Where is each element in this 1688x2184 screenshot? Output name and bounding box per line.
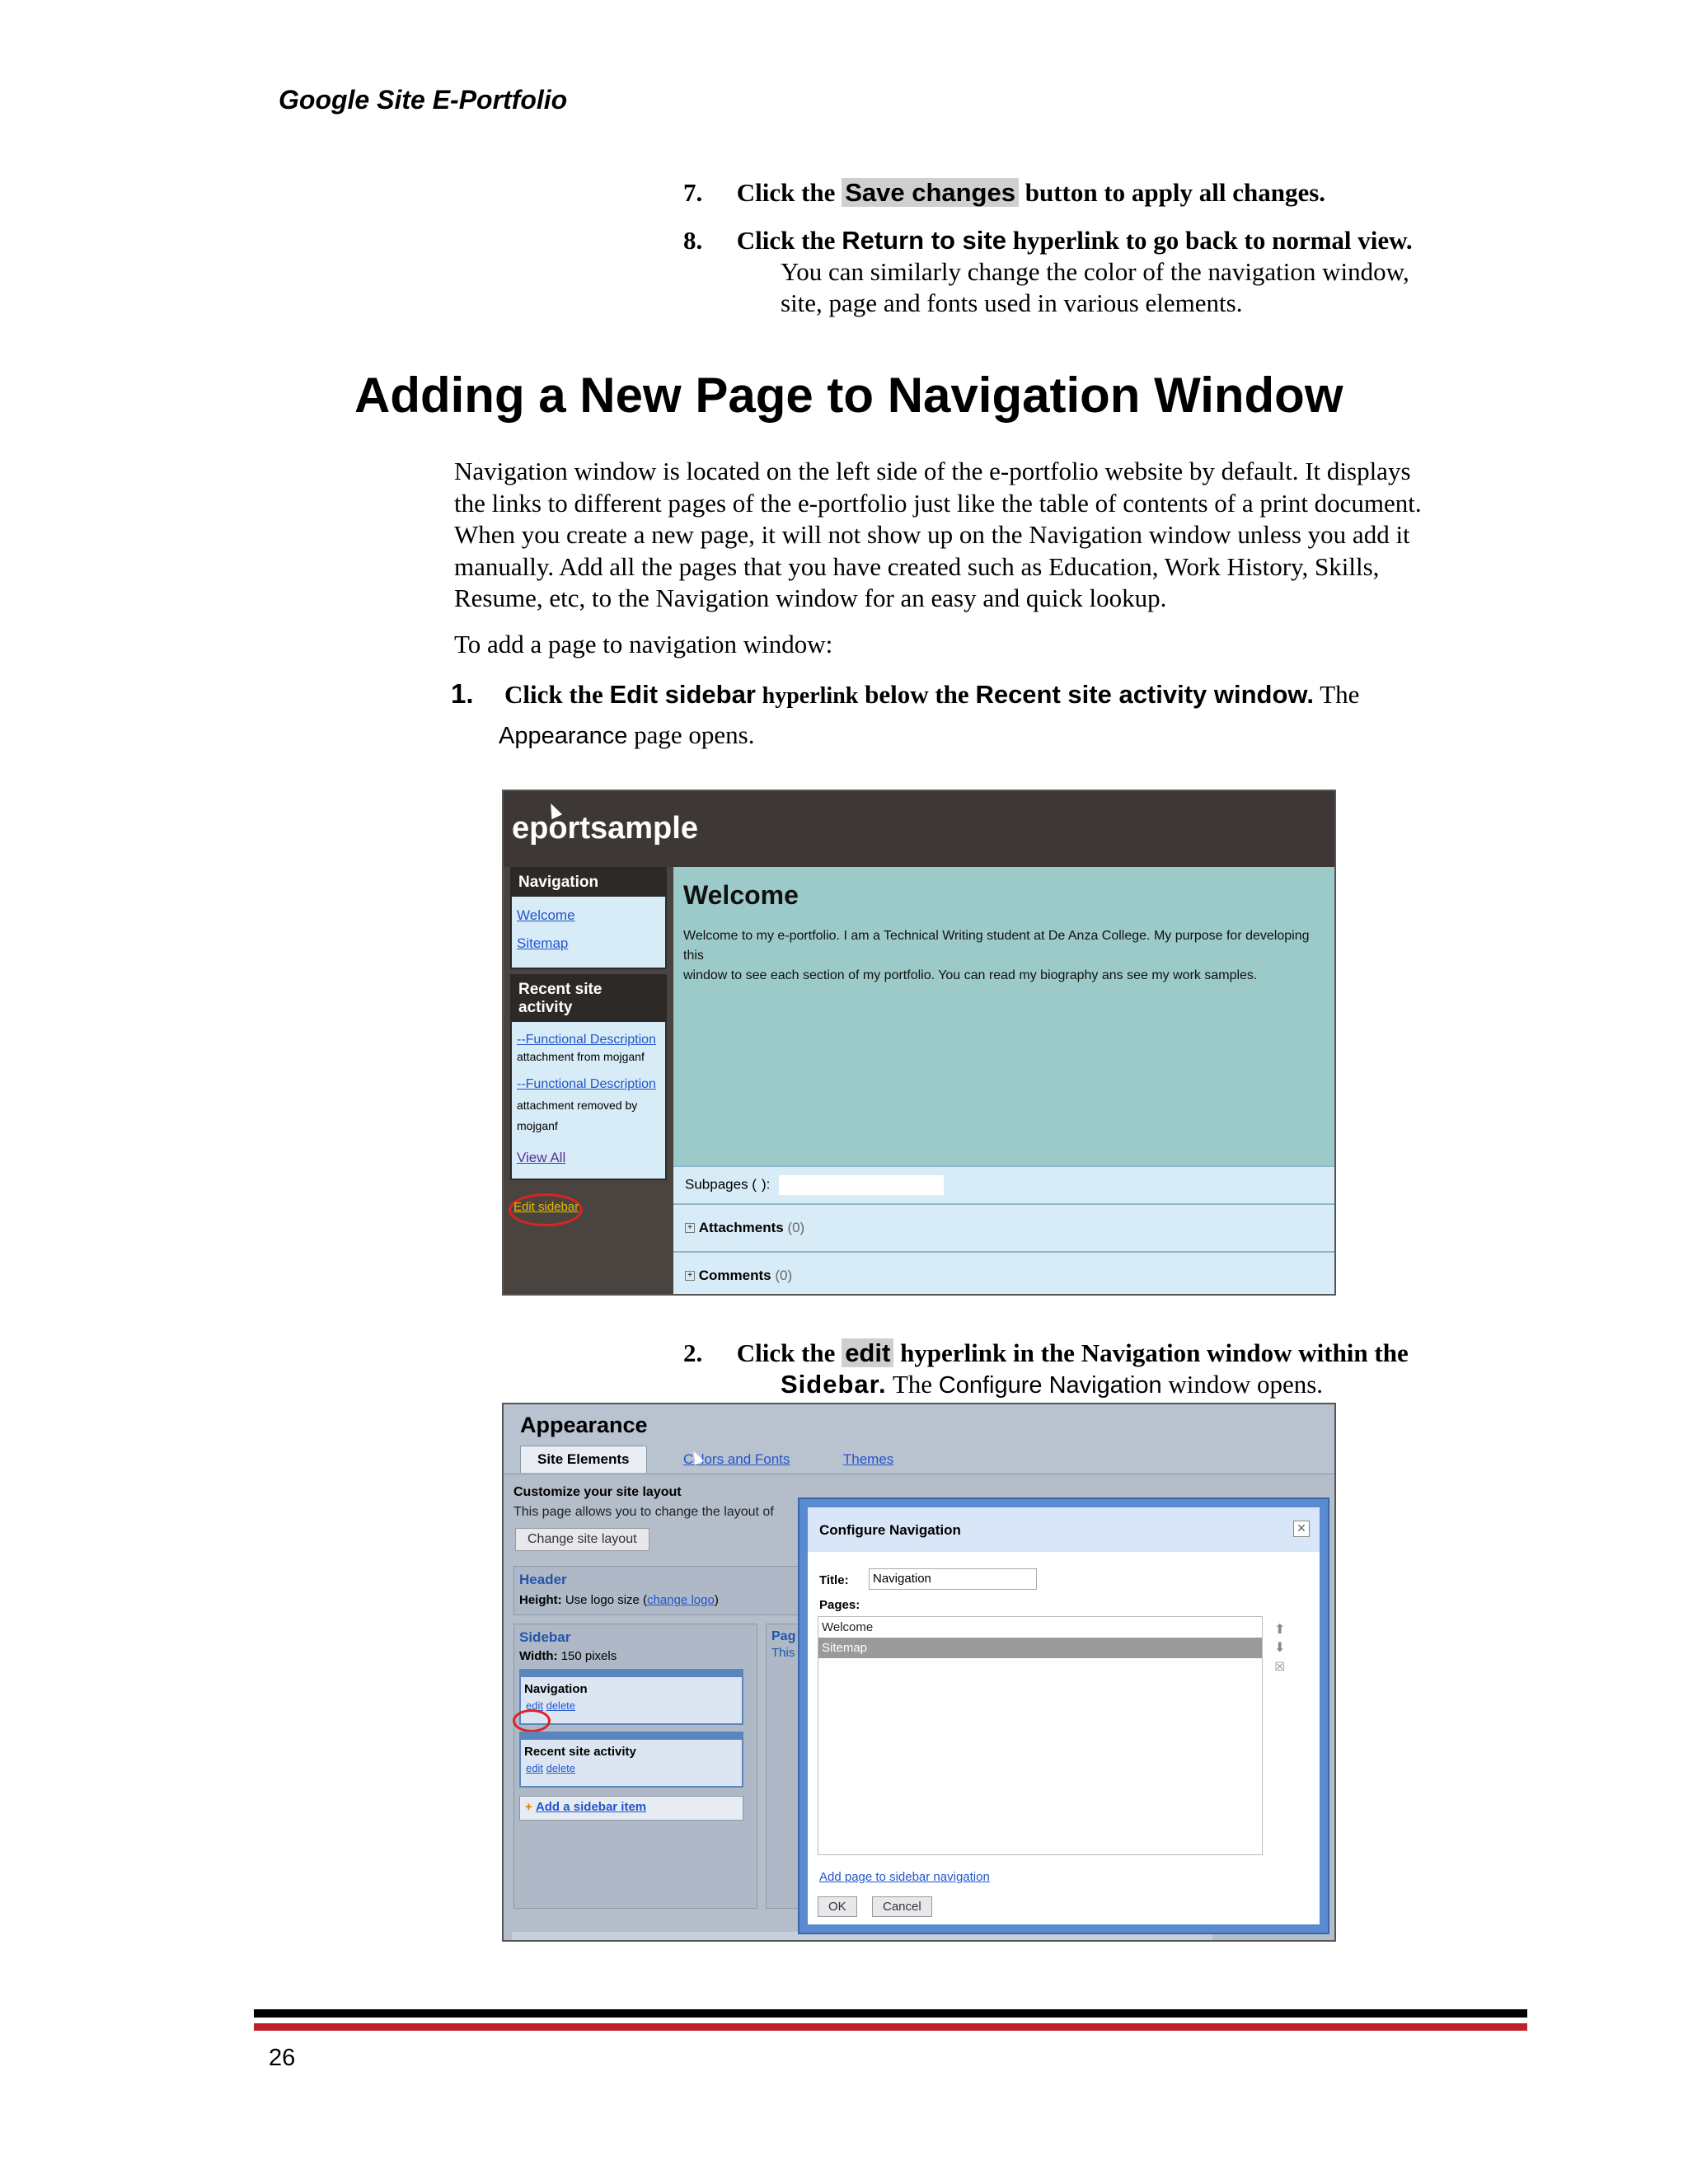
site-name: eportsample xyxy=(512,811,698,846)
step-number: 1. xyxy=(451,678,474,709)
paragraph-line: Navigation window is located on the left side of the e-portfolio website by default. It displays xyxy=(454,457,1411,485)
move-down-icon[interactable]: ⬇ xyxy=(1274,1641,1286,1655)
cancel-button[interactable]: Cancel xyxy=(872,1896,932,1917)
expand-icon[interactable]: + xyxy=(685,1223,695,1233)
height-value: Use logo size ( xyxy=(565,1593,648,1607)
appearance-keyword: Appearance xyxy=(499,723,628,749)
appearance-screenshot xyxy=(502,1403,1336,1942)
intro-text: To add a page to navigation window: xyxy=(454,630,833,658)
subpages-label: Subpages ( xyxy=(685,1176,757,1193)
comments-row[interactable] xyxy=(673,1251,1336,1296)
width-row xyxy=(519,1649,617,1663)
recent-text: mojganf xyxy=(517,1119,558,1132)
paragraph-line: the links to different pages of the e-portfolio just like the table of contents of a print document. xyxy=(454,488,1422,518)
sidebar-panel xyxy=(513,1624,757,1909)
step-text: hyperlink in the Navigation window within the xyxy=(900,1338,1409,1367)
step-text: hyperlink to go back to normal view. xyxy=(1012,226,1413,255)
drag-handle[interactable] xyxy=(521,1671,742,1677)
step-1 xyxy=(451,677,1359,713)
width-label: Width: xyxy=(519,1649,558,1663)
step-text: Click the xyxy=(736,1338,836,1367)
sidebar-label: Sidebar xyxy=(519,1629,571,1645)
pages-list[interactable] xyxy=(818,1616,1263,1855)
paragraph-line: When you create a new page, it will not show up on the Navigation window unless you add it xyxy=(454,520,1410,549)
customize-title: Customize your site layout xyxy=(513,1485,682,1499)
edit-link[interactable]: edit xyxy=(526,1699,543,1712)
navigation-item[interactable] xyxy=(519,1669,743,1725)
list-controls xyxy=(1274,1621,1285,1675)
height-row xyxy=(519,1593,719,1607)
recent-text: attachment removed by xyxy=(517,1099,638,1112)
pages-label: Pages: xyxy=(819,1598,860,1612)
paragraph-line: manually. Add all the pages that you have created such as Education, Work History, Skills, xyxy=(454,551,1380,581)
page-body-line: window to see each section of my portfolio. You can read my biography ans see my work samples. xyxy=(683,968,1258,982)
step-8-desc-2: site, page and fonts used in various elements. xyxy=(781,288,1243,317)
delete-link[interactable]: delete xyxy=(546,1762,576,1774)
recent-activity-item[interactable] xyxy=(519,1732,743,1788)
recent-activity-item-actions xyxy=(521,1759,742,1774)
add-sidebar-item[interactable] xyxy=(519,1796,743,1821)
configure-navigation-keyword: Configure Navigation xyxy=(938,1372,1162,1399)
comments-label: Comments xyxy=(698,1268,771,1283)
plus-icon: + xyxy=(525,1800,532,1814)
configure-navigation-dialog xyxy=(798,1497,1329,1934)
tab-colors-and-fonts[interactable]: Colors and Fonts xyxy=(682,1451,790,1467)
step-text: Click the xyxy=(504,680,603,709)
page-title: Welcome xyxy=(683,880,799,910)
ok-button[interactable]: OK xyxy=(818,1896,857,1917)
delete-link[interactable]: delete xyxy=(546,1699,576,1712)
appearance-tabs xyxy=(520,1446,926,1474)
edit-sidebar-keyword: Edit sidebar xyxy=(609,680,756,709)
add-sidebar-item-link[interactable]: Add a sidebar item xyxy=(535,1800,647,1814)
step-number: 2. xyxy=(683,1338,703,1367)
recent-link[interactable]: --Functional Description xyxy=(517,1033,656,1047)
return-to-site-keyword: Return to site xyxy=(842,226,1006,255)
highlight-circle xyxy=(513,1709,551,1732)
step-1-line-2 xyxy=(499,719,755,752)
close-icon[interactable]: ✕ xyxy=(1293,1521,1310,1537)
attachments-label: Attachments xyxy=(698,1220,784,1235)
paragraph-line: Resume, etc, to the Navigation window for an easy and quick lookup. xyxy=(454,583,1167,612)
title-input[interactable]: Navigation xyxy=(869,1568,1037,1590)
navigation-title: Navigation xyxy=(512,869,665,897)
edit-keyword: edit xyxy=(842,1338,893,1367)
step-number: 8. xyxy=(683,226,703,255)
step-text: below the xyxy=(865,680,969,709)
edit-sidebar-link[interactable]: Edit sidebar xyxy=(513,1200,579,1214)
recent-activity-window xyxy=(510,974,667,1180)
step-8-desc-1: You can similarly change the color of the navigation window, xyxy=(781,257,1409,286)
navigation-item-label: Navigation xyxy=(524,1682,588,1696)
running-header: Google Site E-Portfolio xyxy=(279,85,568,115)
step-2-line-2 xyxy=(781,1368,1323,1402)
step-text: window opens. xyxy=(1168,1370,1324,1399)
redacted-area xyxy=(779,1175,944,1195)
drag-handle[interactable] xyxy=(521,1733,742,1740)
sidebar-keyword: Sidebar. xyxy=(781,1370,887,1399)
page-panel xyxy=(766,1624,799,1909)
move-up-icon[interactable]: ⬆ xyxy=(1274,1623,1286,1637)
step-2 xyxy=(683,1337,1409,1370)
site-screenshot xyxy=(502,790,1336,1296)
recent-activity-title: Recent site activity xyxy=(512,976,665,1022)
dialog-body xyxy=(808,1507,1320,1924)
comments-count: (0) xyxy=(775,1268,793,1283)
recent-site-activity-keyword: Recent site activity window. xyxy=(975,680,1315,709)
nav-link-sitemap[interactable]: Sitemap xyxy=(517,935,569,951)
remove-icon[interactable]: ☒ xyxy=(1274,1660,1285,1673)
title-label: Title: xyxy=(819,1573,849,1587)
step-text: button to apply all changes. xyxy=(1025,178,1326,207)
recent-text: attachment from mojganf xyxy=(517,1050,645,1063)
step-text: page opens. xyxy=(634,720,755,749)
appearance-title: Appearance xyxy=(520,1413,648,1437)
tab-themes[interactable]: Themes xyxy=(842,1451,894,1467)
expand-icon[interactable]: + xyxy=(685,1271,695,1281)
height-label: Height: xyxy=(519,1593,562,1607)
page-item-selected[interactable]: Sitemap xyxy=(818,1638,1262,1658)
page-body-line: Welcome to my e-portfolio. I am a Technical Writing student at De Anza College. My purpose for developing this xyxy=(683,929,1310,963)
header-panel xyxy=(513,1566,802,1615)
step-text: Click the xyxy=(736,226,836,255)
subpages-row xyxy=(673,1165,1336,1203)
page-text: This xyxy=(771,1646,795,1660)
step-7 xyxy=(683,176,1325,209)
footer-rule-black xyxy=(254,2009,1527,2018)
edit-link[interactable]: edit xyxy=(526,1762,543,1774)
width-value: 150 pixels xyxy=(560,1649,617,1663)
view-all-link[interactable]: View All xyxy=(517,1150,566,1165)
attachments-count: (0) xyxy=(787,1220,805,1235)
step-text: Click the xyxy=(736,178,836,207)
section-heading: Adding a New Page to Navigation Window xyxy=(354,368,1343,423)
step-text: The xyxy=(892,1370,933,1399)
change-logo-link[interactable]: change logo xyxy=(647,1593,715,1607)
attachments-row[interactable] xyxy=(673,1203,1336,1251)
tab-site-elements[interactable]: Site Elements xyxy=(520,1446,647,1473)
step-text: hyperlink xyxy=(762,683,859,709)
add-page-link[interactable]: Add page to sidebar navigation xyxy=(819,1870,990,1884)
step-text: The xyxy=(1320,680,1360,709)
page-label: Pag xyxy=(771,1629,796,1643)
page-number: 26 xyxy=(269,2045,296,2071)
navigation-item-actions xyxy=(521,1696,742,1712)
step-number: 7. xyxy=(683,178,703,207)
page-body xyxy=(683,926,1326,986)
recent-activity-item-label: Recent site activity xyxy=(524,1745,636,1759)
section-paragraph xyxy=(454,456,1509,615)
navigation-window xyxy=(510,867,667,969)
customize-text: This page allows you to change the layout of xyxy=(513,1505,774,1519)
header-label: Header xyxy=(519,1572,567,1587)
subpages-label-end: ): xyxy=(761,1176,771,1193)
recent-link[interactable]: --Functional Description xyxy=(517,1077,656,1091)
change-site-layout-button[interactable]: Change site layout xyxy=(515,1528,649,1551)
step-8 xyxy=(683,224,1413,257)
nav-link-welcome[interactable]: Welcome xyxy=(517,907,575,923)
dialog-title: Configure Navigation xyxy=(819,1522,961,1538)
height-end: ) xyxy=(714,1593,719,1607)
save-changes-keyword: Save changes xyxy=(842,178,1019,207)
footer-rule-red xyxy=(254,2023,1527,2031)
page-item[interactable]: Welcome xyxy=(822,1620,874,1634)
